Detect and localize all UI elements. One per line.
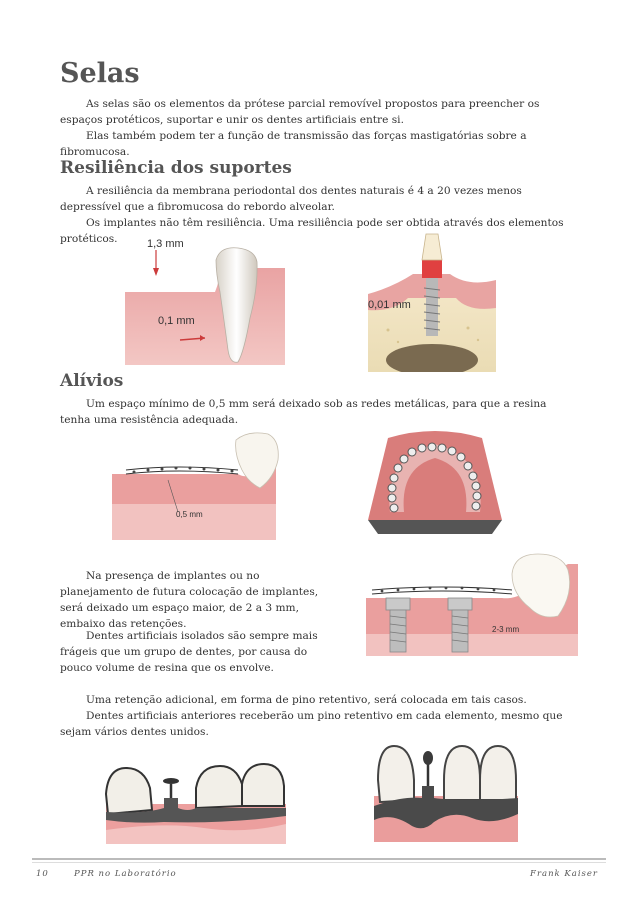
label-mesh-space: 0,5 mm xyxy=(176,510,203,519)
section-title-alivios: Alívios xyxy=(60,371,124,391)
resiliencia-paragraph-1: A resiliência da membrana periodontal dos dentes naturais é 4 a 20 vezes menos depressível que a fibromucosa do rebordo alveolar. xyxy=(60,185,522,213)
footer-rule-thin xyxy=(32,862,606,863)
alivios-paragraph-1: Um espaço mínimo de 0,5 mm será deixado sob as redes metálicas, para que a resina tenha uma resistência adequada. xyxy=(60,398,547,426)
alivios-paragraph-2: Na presença de implantes ou no planejamento de futura colocação de implantes, será deixado um espaço maior, de 2 a 3 mm, embaixo das retenções. xyxy=(60,570,319,630)
footer-rule xyxy=(32,858,606,860)
selas-paragraph-2: Elas também podem ter a função de transmissão das forças mastigatórias sobre a fibromucosa. xyxy=(60,130,527,158)
alivios-paragraph-4: Uma retenção adicional, em forma de pino retentivo, será colocada em tais casos. xyxy=(86,694,527,706)
figure-natural-tooth xyxy=(120,240,300,372)
figure-implants-mesh xyxy=(362,550,582,658)
figure-retention-pin-2 xyxy=(372,740,520,844)
figure-mesh-space xyxy=(108,430,284,542)
label-implant-depression: 0,01 mm xyxy=(368,299,411,311)
alivios-paragraph-5: Dentes artificiais anteriores receberão um pino retentivo em cada elemento, mesmo que sejam vários dentes unidos. xyxy=(60,710,563,738)
footer-author: Frank Kaiser xyxy=(530,869,598,879)
section-title-selas: Selas xyxy=(60,58,140,89)
footer-book-title: PPR no Laboratório xyxy=(74,869,177,879)
label-gum-depression: 0,1 mm xyxy=(158,315,195,327)
label-tooth-depression: 1,3 mm xyxy=(147,238,184,250)
label-implant-space: 2-3 mm xyxy=(492,625,520,634)
figure-retention-pin-1 xyxy=(104,754,288,846)
footer-page-number: 10 xyxy=(36,869,49,879)
selas-paragraph-1: As selas são os elementos da prótese parcial removível propostos para preencher os espaços protéticos, suportar e unir os dentes artificiais entre si. xyxy=(60,98,540,126)
figure-arch xyxy=(366,428,504,536)
section-title-resiliencia: Resiliência dos suportes xyxy=(60,158,292,178)
resiliencia-paragraph-2: Os implantes não têm resiliência. Uma resiliência pode ser obtida através dos elementos protéticos. xyxy=(60,217,564,245)
alivios-paragraph-3: Dentes artificiais isolados são sempre mais frágeis que um grupo de dentes, por causa do pouco volume de resina que os envolve. xyxy=(60,630,318,674)
